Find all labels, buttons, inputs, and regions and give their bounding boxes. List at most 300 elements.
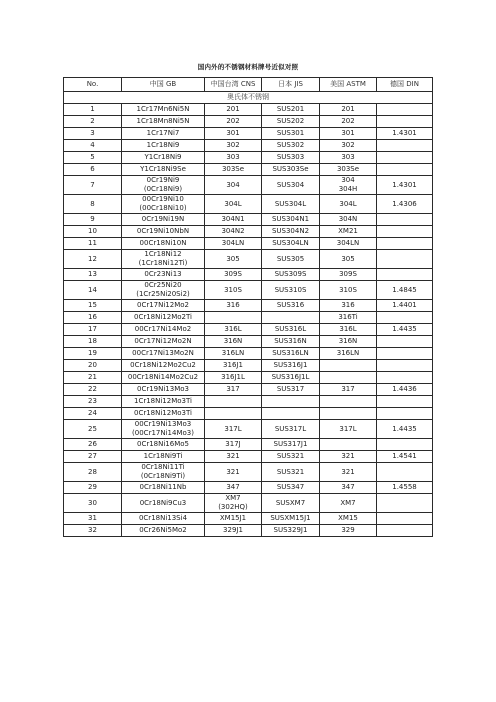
cell-cns-text: 301 <box>226 129 240 137</box>
table-row <box>64 281 433 300</box>
cell-astm <box>320 116 377 128</box>
cell-gb-text: 1Cr17Ni7 <box>146 129 180 137</box>
table-row <box>64 128 433 140</box>
cell-din <box>377 463 433 482</box>
cell-cns-text: 317 <box>226 385 240 393</box>
cell-no: 3 <box>64 128 122 140</box>
table-row <box>64 420 433 439</box>
cell-cns-text: XM15J1 <box>219 514 247 522</box>
table-row <box>64 463 433 482</box>
cell-gb <box>122 384 205 396</box>
cell-astm-text: 317L <box>339 424 357 433</box>
cell-cns-text: 316L <box>224 325 242 333</box>
cell-cns-text: 201 <box>226 105 240 113</box>
cell-astm-text: 304N <box>338 215 358 223</box>
cell-astm <box>320 269 377 281</box>
cell-din <box>377 104 433 116</box>
cell-cns <box>205 116 262 128</box>
steel-grade-table <box>63 77 433 537</box>
cell-cns-text: 304L <box>224 199 242 208</box>
cell-astm <box>320 408 377 420</box>
cell-jis-text: SUS316L <box>274 325 307 333</box>
table-row <box>64 195 433 214</box>
cell-astm <box>320 348 377 360</box>
cell-gb <box>122 152 205 164</box>
cell-gb-text: (1Cr18Ni12Ti) <box>138 259 188 267</box>
cell-cns-text: 309S <box>224 270 242 278</box>
cell-gb-text: 0Cr19Ni10NbN <box>136 227 190 235</box>
cell-jis-text: SUS321 <box>276 467 305 476</box>
cell-cns-text: 316 <box>226 301 240 309</box>
table-row <box>64 336 433 348</box>
cell-jis <box>262 195 320 214</box>
cell-astm <box>320 128 377 140</box>
table-row <box>64 140 433 152</box>
cell-astm-text: 321 <box>341 452 355 460</box>
cell-astm-text: 303 <box>341 153 355 161</box>
cell-gb-text: (1Cr25Ni20Si2) <box>136 290 190 298</box>
cell-jis <box>262 513 320 525</box>
table-row <box>64 396 433 408</box>
cell-astm <box>320 104 377 116</box>
cell-astm <box>320 360 377 372</box>
cell-gb <box>122 300 205 312</box>
table-row <box>64 384 433 396</box>
cell-astm <box>320 300 377 312</box>
cell-gb <box>122 250 205 269</box>
table-row <box>64 324 433 336</box>
cell-gb <box>122 104 205 116</box>
cell-cns <box>205 214 262 226</box>
cell-cns <box>205 451 262 463</box>
cell-cns <box>205 360 262 372</box>
table-row <box>64 104 433 116</box>
cell-jis <box>262 238 320 250</box>
table-row <box>64 269 433 281</box>
cell-gb <box>122 128 205 140</box>
cell-gb <box>122 116 205 128</box>
cell-cns-text: 316LN <box>221 349 245 357</box>
cell-jis-text: SUS310S <box>274 285 307 294</box>
cell-astm-text: 347 <box>341 483 355 491</box>
cell-din-text: 1.4301 <box>392 129 417 137</box>
cell-jis <box>262 372 320 384</box>
cell-din <box>377 525 433 537</box>
cell-astm-text: 301 <box>341 129 355 137</box>
cell-jis <box>262 104 320 116</box>
cell-gb-text: Y1Cr18Ni9 <box>144 153 182 161</box>
cell-gb-text: 1Cr18Ni9Ti <box>143 452 183 460</box>
cell-din-text: 1.4401 <box>392 301 417 309</box>
cell-jis <box>262 300 320 312</box>
cell-gb-text: 00Cr19Ni13Mo3 <box>134 420 192 428</box>
cell-cns <box>205 420 262 439</box>
cell-din <box>377 408 433 420</box>
cell-astm-text: 310S <box>339 285 357 294</box>
cell-gb-text: 00Cr18Ni10N <box>139 239 187 247</box>
cell-gb-text: Y1Cr18Ni9Se <box>140 165 186 173</box>
cell-jis <box>262 463 320 482</box>
cell-gb <box>122 463 205 482</box>
cell-gb <box>122 269 205 281</box>
cell-astm <box>320 463 377 482</box>
cell-din-text: 1.4306 <box>392 199 417 208</box>
table-row <box>64 116 433 128</box>
cell-jis <box>262 336 320 348</box>
cell-no: 16 <box>64 312 122 324</box>
cell-cns <box>205 104 262 116</box>
cell-cns-text: 321 <box>226 467 240 476</box>
cell-no: 25 <box>64 420 122 439</box>
cell-cns-text: 347 <box>226 483 240 491</box>
cell-gb-text: 0Cr18Ni11Ti <box>141 463 185 471</box>
cell-gb-text: (0Cr18Ni9) <box>143 185 183 193</box>
table-header-row <box>64 78 433 92</box>
table-row <box>64 152 433 164</box>
cell-cns-text: 310S <box>224 285 242 294</box>
cell-din-text: 1.4541 <box>392 452 417 460</box>
table-row <box>64 525 433 537</box>
cell-no: 31 <box>64 513 122 525</box>
table-row <box>64 482 433 494</box>
cell-jis-text: SUS301 <box>276 129 305 137</box>
cell-astm-text: 316 <box>341 301 355 309</box>
cell-cns <box>205 372 262 384</box>
cell-astm-text: 316L <box>339 325 357 333</box>
cell-din <box>377 281 433 300</box>
cell-astm-text: 304LN <box>336 239 360 247</box>
cell-cns <box>205 238 262 250</box>
table-row <box>64 439 433 451</box>
cell-jis-text: SUS304N1 <box>271 215 310 223</box>
cell-astm-text: 316N <box>338 337 358 345</box>
cell-cns <box>205 164 262 176</box>
cell-din <box>377 324 433 336</box>
header-gb: 中国 GB <box>122 78 205 92</box>
cell-cns-text: 317L <box>224 424 242 433</box>
cell-jis <box>262 176 320 195</box>
cell-gb <box>122 360 205 372</box>
cell-cns-text: 316J1 <box>223 361 243 369</box>
cell-din <box>377 513 433 525</box>
cell-no: 4 <box>64 140 122 152</box>
cell-jis <box>262 384 320 396</box>
cell-astm-text: 317 <box>341 385 355 393</box>
cell-gb-text: 00Cr18Ni14Mo2Cu2 <box>127 373 199 381</box>
cell-jis-text: SUS304LN <box>272 239 309 247</box>
table-row <box>64 408 433 420</box>
cell-no: 22 <box>64 384 122 396</box>
cell-gb-text: 0Cr18Ni12Mo2Ti <box>134 313 192 321</box>
cell-astm-text: 304L <box>339 199 357 208</box>
cell-jis-text: SUS316J1 <box>273 361 308 369</box>
cell-no: 8 <box>64 195 122 214</box>
cell-no: 26 <box>64 439 122 451</box>
cell-cns <box>205 128 262 140</box>
cell-gb-text: 0Cr18Ni9Cu3 <box>139 498 187 507</box>
header-din: 德国 DIN <box>377 78 433 92</box>
cell-astm-text: 316Ti <box>338 313 358 321</box>
cell-jis <box>262 348 320 360</box>
cell-gb <box>122 140 205 152</box>
cell-cns <box>205 152 262 164</box>
cell-gb-text: (0Cr18Ni9Ti) <box>140 472 186 480</box>
cell-jis-text: SUSXM15J1 <box>270 514 311 522</box>
cell-astm-text: XM7 <box>340 498 356 507</box>
cell-jis <box>262 420 320 439</box>
cell-astm-text: 302 <box>341 141 355 149</box>
cell-din <box>377 336 433 348</box>
cell-jis <box>262 116 320 128</box>
cell-no: 11 <box>64 238 122 250</box>
cell-jis-text: SUS347 <box>276 483 305 491</box>
cell-jis <box>262 250 320 269</box>
cell-gb-text: 00Cr17Ni14Mo2 <box>134 325 192 333</box>
cell-gb-text: 0Cr17Ni12Mo2 <box>137 301 189 309</box>
cell-jis-text: SUS202 <box>276 117 305 125</box>
cell-gb-text: 0Cr18Ni12Mo3Ti <box>134 409 192 417</box>
cell-gb <box>122 281 205 300</box>
header-cns: 中国台湾 CNS <box>205 78 262 92</box>
cell-gb <box>122 420 205 439</box>
cell-din <box>377 439 433 451</box>
cell-din <box>377 128 433 140</box>
cell-cns-text: (302HQ) <box>218 503 248 511</box>
cell-cns-text: 303Se <box>221 165 245 173</box>
cell-jis-text: SUS316LN <box>272 349 309 357</box>
cell-astm-text: 309S <box>339 270 357 278</box>
cell-astm <box>320 176 377 195</box>
cell-astm <box>320 525 377 537</box>
cell-astm <box>320 396 377 408</box>
cell-jis <box>262 128 320 140</box>
cell-no: 29 <box>64 482 122 494</box>
cell-cns <box>205 439 262 451</box>
cell-gb <box>122 176 205 195</box>
cell-cns <box>205 250 262 269</box>
cell-gb <box>122 408 205 420</box>
cell-astm-text: 305 <box>341 254 355 263</box>
cell-jis <box>262 281 320 300</box>
cell-jis-text: SUS305 <box>276 254 305 263</box>
cell-din-text: 1.4436 <box>392 385 417 393</box>
cell-no: 14 <box>64 281 122 300</box>
cell-no: 20 <box>64 360 122 372</box>
cell-no: 12 <box>64 250 122 269</box>
cell-no: 23 <box>64 396 122 408</box>
cell-din <box>377 238 433 250</box>
cell-gb <box>122 238 205 250</box>
table-row <box>64 360 433 372</box>
cell-astm <box>320 312 377 324</box>
cell-cns <box>205 525 262 537</box>
table-row <box>64 238 433 250</box>
cell-gb <box>122 451 205 463</box>
cell-cns-text: 304N2 <box>221 227 245 235</box>
cell-astm <box>320 482 377 494</box>
cell-jis-text: SUS316J1L <box>271 373 310 381</box>
cell-din <box>377 214 433 226</box>
cell-gb-text: 1Cr18Ni9 <box>146 141 180 149</box>
cell-astm <box>320 281 377 300</box>
cell-jis <box>262 451 320 463</box>
cell-jis <box>262 214 320 226</box>
cell-gb-text: 0Cr19Ni13Mo3 <box>137 385 189 393</box>
cell-jis-text: SUS304L <box>274 199 307 208</box>
cell-din <box>377 176 433 195</box>
cell-no: 19 <box>64 348 122 360</box>
cell-no: 6 <box>64 164 122 176</box>
cell-gb <box>122 336 205 348</box>
cell-cns <box>205 396 262 408</box>
cell-din <box>377 482 433 494</box>
cell-gb-text: 0Cr18Ni13Si4 <box>138 514 188 522</box>
cell-cns <box>205 384 262 396</box>
cell-gb <box>122 525 205 537</box>
cell-cns-text: XM7 <box>225 494 241 502</box>
cell-jis-text: SUS317L <box>274 424 307 433</box>
cell-jis <box>262 140 320 152</box>
cell-jis <box>262 360 320 372</box>
table-row <box>64 250 433 269</box>
cell-no: 2 <box>64 116 122 128</box>
cell-din <box>377 451 433 463</box>
cell-gb-text: 1Cr17Mn6Ni5N <box>136 105 190 113</box>
cell-gb <box>122 195 205 214</box>
cell-din <box>377 250 433 269</box>
cell-cns <box>205 348 262 360</box>
cell-cns-text: 317J <box>225 440 241 448</box>
table-row <box>64 348 433 360</box>
cell-gb <box>122 214 205 226</box>
cell-jis-text: SUS303 <box>276 153 305 161</box>
cell-din <box>377 226 433 238</box>
cell-astm-text: 201 <box>341 105 355 113</box>
cell-gb <box>122 396 205 408</box>
cell-cns <box>205 482 262 494</box>
cell-din-text: 1.4845 <box>392 285 417 294</box>
cell-astm <box>320 152 377 164</box>
cell-gb-text: 1Cr18Ni12 <box>144 250 182 258</box>
cell-gb <box>122 494 205 513</box>
cell-astm-text: 329 <box>341 526 355 534</box>
cell-astm <box>320 494 377 513</box>
cell-gb <box>122 226 205 238</box>
cell-cns <box>205 140 262 152</box>
cell-astm <box>320 439 377 451</box>
cell-jis-text: SUSXM7 <box>275 498 306 507</box>
cell-gb-text: (00Cr17Ni14Mo3) <box>132 429 194 437</box>
cell-cns <box>205 226 262 238</box>
table-row <box>64 451 433 463</box>
cell-jis <box>262 408 320 420</box>
cell-cns-text: 302 <box>226 141 240 149</box>
table-row <box>64 226 433 238</box>
cell-astm <box>320 214 377 226</box>
cell-gb-text: 0Cr19Ni9 <box>146 176 180 184</box>
cell-cns <box>205 176 262 195</box>
cell-din <box>377 384 433 396</box>
cell-gb-text: 0Cr19Ni19N <box>141 215 185 223</box>
cell-no: 1 <box>64 104 122 116</box>
table-row <box>64 312 433 324</box>
cell-astm <box>320 384 377 396</box>
table-row <box>64 513 433 525</box>
cell-jis-text: SUS304 <box>276 180 305 189</box>
cell-cns <box>205 312 262 324</box>
cell-cns-text: 304 <box>226 180 240 189</box>
cell-din <box>377 494 433 513</box>
cell-jis <box>262 226 320 238</box>
cell-no: 18 <box>64 336 122 348</box>
cell-astm <box>320 336 377 348</box>
cell-gb-text: 1Cr18Mn8Ni5N <box>136 117 190 125</box>
cell-no: 13 <box>64 269 122 281</box>
cell-cns-text: 304N1 <box>221 215 245 223</box>
cell-jis <box>262 525 320 537</box>
cell-cns-text: 304LN <box>221 239 245 247</box>
cell-jis <box>262 152 320 164</box>
cell-din <box>377 140 433 152</box>
cell-cns-text: 303 <box>226 153 240 161</box>
cell-jis <box>262 439 320 451</box>
table-row <box>64 214 433 226</box>
cell-jis-text: SUS304N2 <box>271 227 310 235</box>
cell-astm-text: 304 <box>341 176 355 184</box>
cell-cns <box>205 195 262 214</box>
cell-jis <box>262 482 320 494</box>
cell-jis <box>262 494 320 513</box>
cell-jis-text: SUS329J1 <box>273 526 308 534</box>
cell-astm <box>320 140 377 152</box>
cell-din <box>377 372 433 384</box>
cell-gb <box>122 164 205 176</box>
cell-gb <box>122 348 205 360</box>
cell-jis-text: SUS317J1 <box>273 440 308 448</box>
cell-astm <box>320 451 377 463</box>
cell-cns-text: 316J1L <box>221 373 245 381</box>
cell-cns <box>205 269 262 281</box>
cell-no: 27 <box>64 451 122 463</box>
cell-astm <box>320 324 377 336</box>
cell-gb-text: (00Cr18Ni10) <box>139 204 187 212</box>
cell-din <box>377 269 433 281</box>
cell-astm <box>320 238 377 250</box>
cell-din-text: 1.4558 <box>392 483 417 491</box>
cell-jis-text: SUS303Se <box>272 165 309 173</box>
cell-jis-text: SUS316 <box>276 301 305 309</box>
cell-gb-text: 0Cr18Ni12Mo2Cu2 <box>130 361 196 369</box>
cell-cns <box>205 494 262 513</box>
cell-astm-text: 202 <box>341 117 355 125</box>
cell-cns-text: 329J1 <box>223 526 243 534</box>
cell-no: 15 <box>64 300 122 312</box>
section-label: 奥氏体不锈钢 <box>64 92 433 104</box>
cell-gb <box>122 312 205 324</box>
cell-din <box>377 300 433 312</box>
cell-gb-text: 0Cr17Ni12Mo2N <box>134 337 192 345</box>
table-row <box>64 164 433 176</box>
cell-din <box>377 195 433 214</box>
cell-astm <box>320 372 377 384</box>
cell-cns-text: 202 <box>226 117 240 125</box>
cell-astm-text: 303Se <box>336 165 360 173</box>
cell-cns-text: 305 <box>226 254 240 263</box>
cell-astm-text: 321 <box>341 467 355 476</box>
cell-din <box>377 396 433 408</box>
cell-no: 9 <box>64 214 122 226</box>
cell-gb <box>122 372 205 384</box>
